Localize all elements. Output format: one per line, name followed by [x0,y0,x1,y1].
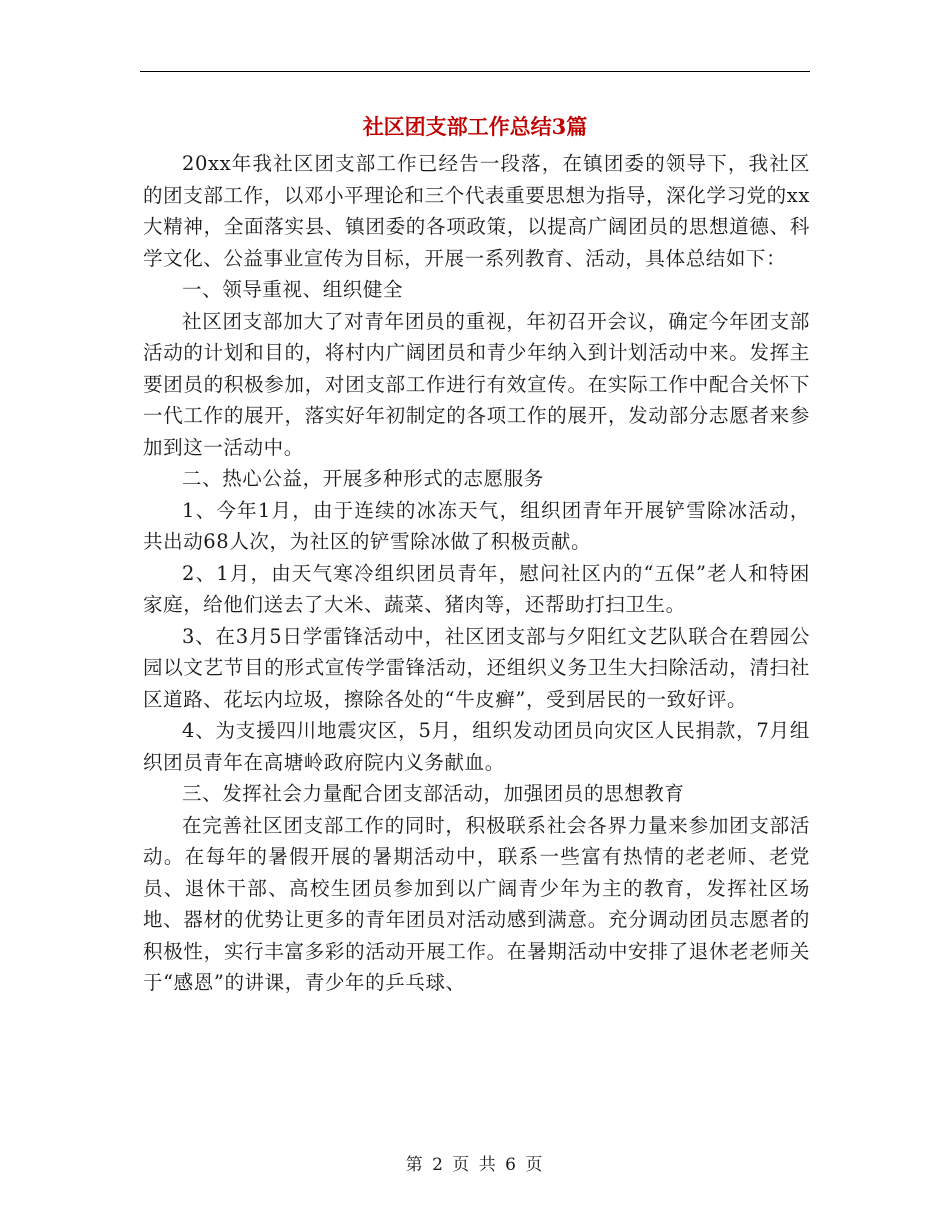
intro-paragraph: 20xx年我社区团支部工作已经告一段落，在镇团委的领导下，我社区的团支部工作，以邓小平理论和三个代表重要思想为指导，深化学习党的xx大精神，全面落实县、镇团委的各项政策，以提高广阔团员的思想道德、科学文化、公益事业宣传为目标，开展一系列教育、活动，具体总结如下： [143,152,810,270]
body-paragraph: 在完善社区团支部工作的同时，积极联系社会各界力量来参加团支部活动。在每年的暑假开展的暑期活动中，联系一些富有热情的老老师、老党员、退休干部、高校生团员参加到以广阔青少年为主的教育，发挥社区场地、器材的优势让更多的青年团员对活动感到满意。充分调动团员志愿者的积极性，实行丰富多彩的活动开展工作。在暑期活动中安排了退休老老师关于“感恩”的讲课，青少年的乒乓球、 [143,813,810,994]
list-item: 1、今年1月，由于连续的冰冻天气，组织团青年开展铲雪除冰活动，共出动68人次，为社区的铲雪除冰做了积极贡献。 [143,498,810,553]
section-heading: 一、领导重视、组织健全 [182,278,404,301]
list-item: 4、为支援四川地震灾区，5月，组织发动团员向灾区人民捐款，7月组织团员青年在高塘岭政府院内义务献血。 [143,719,810,774]
list-item: 2、1月，由天气寒冷组织团员青年，慰问社区内的“五保”老人和特困家庭，给他们送去了大米、蔬菜、猪肉等，还帮助打扫卫生。 [143,561,810,616]
document-title: 社区团支部工作总结3篇 [362,114,588,139]
list-item: 3、在3月5日学雷锋活动中，社区团支部与夕阳红文艺队联合在碧园公园以文艺节目的形式宣传学雷锋活动，还组织义务卫生大扫除活动，清扫社区道路、花坛内垃圾，擦除各处的“牛皮癣”，受到居民的一致好评。 [143,624,810,711]
page-number: 第 2 页 共 6 页 [405,1155,545,1175]
section-heading: 二、热心公益，开展多种形式的志愿服务 [182,467,544,490]
header-rule [140,71,810,72]
section-heading: 三、发挥社会力量配合团支部活动，加强团员的思想教育 [182,782,685,805]
document-body [143,148,810,999]
body-paragraph: 社区团支部加大了对青年团员的重视，年初召开会议，确定今年团支部活动的计划和目的，将村内广阔团员和青少年纳入到计划活动中来。发挥主要团员的积极参加，对团支部工作进行有效宣传。在实际工作中配合关怀下一代工作的展开，落实好年初制定的各项工作的展开，发动部分志愿者来参加到这一活动中。 [143,309,810,459]
